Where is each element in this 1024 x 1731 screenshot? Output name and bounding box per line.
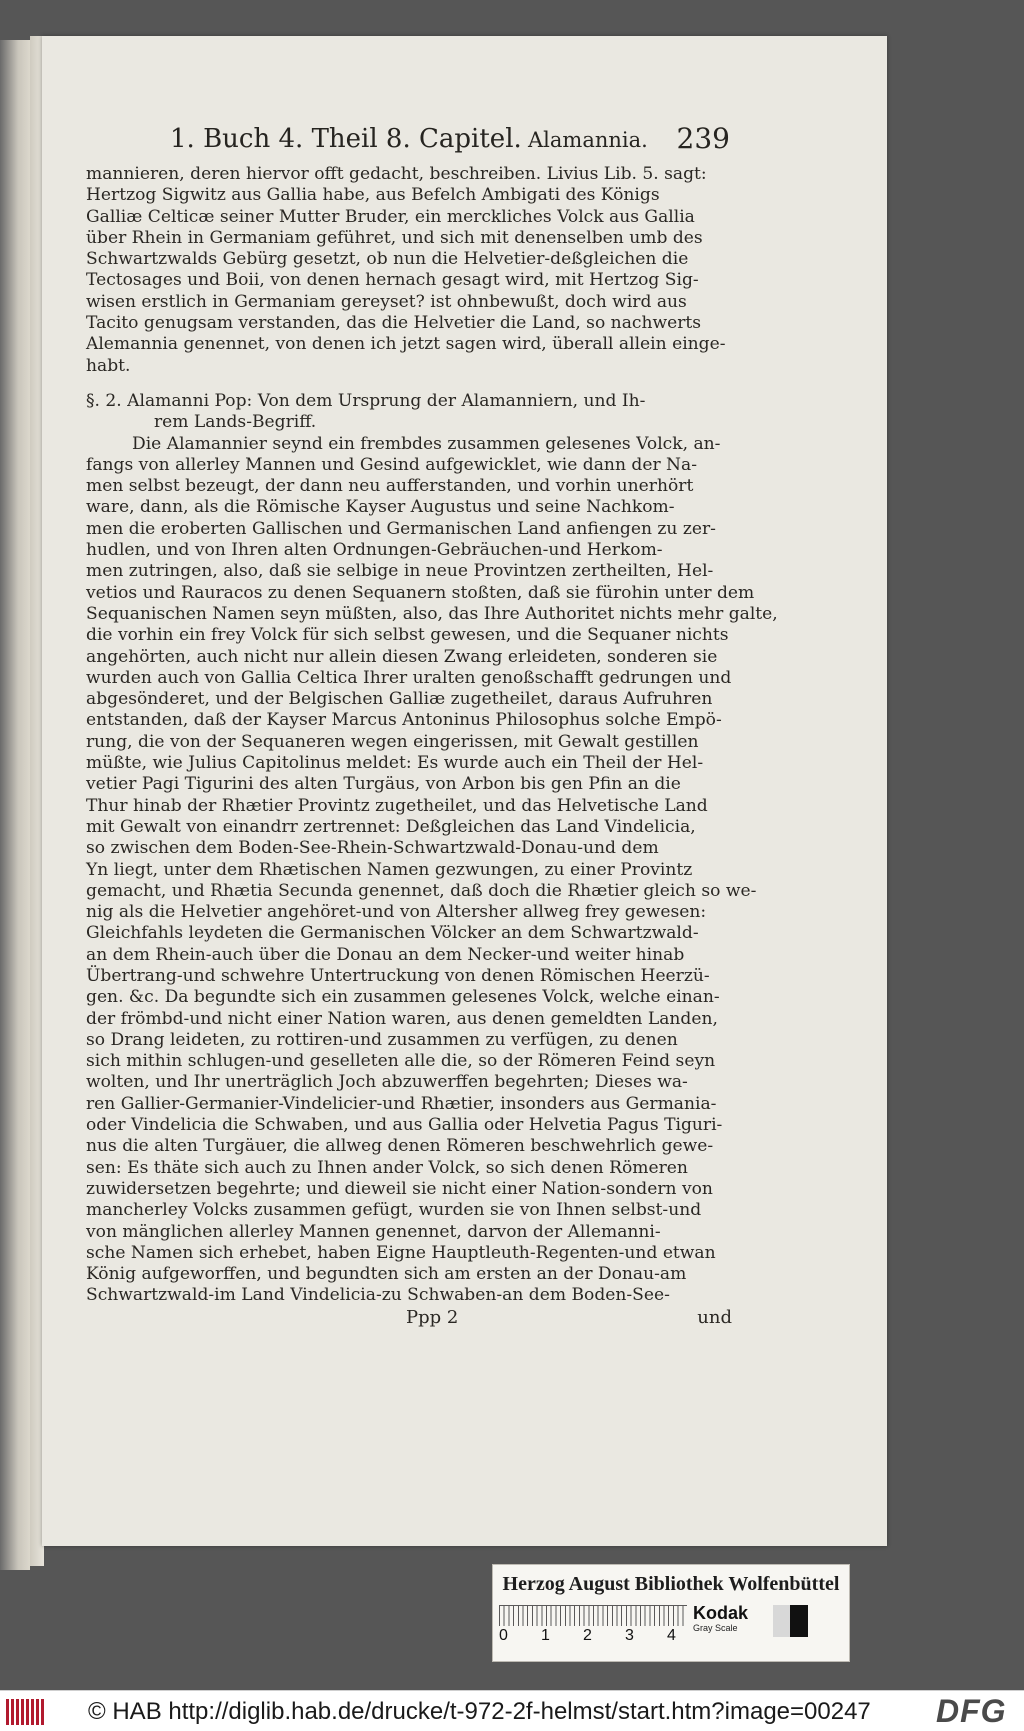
page-header xyxy=(170,120,730,160)
text-line: Hertzog Sigwitz aus Gallia habe, aus Befelch Ambigati des Königs xyxy=(86,185,660,206)
text-line: sche Namen sich erhebet, haben Eigne Hauptleuth-Regenten-und etwan xyxy=(86,1242,716,1263)
text-line: sen: Es thäte sich auch zu Ihnen ander Volck, so sich denen Römeren xyxy=(86,1157,688,1178)
text-line: wurden auch von Gallia Celtica Ihrer uralten genoßschafft gedrungen und xyxy=(86,667,732,688)
text-line: die vorhin ein frey Volck für sich selbst gewesen, und die Sequaner nichts xyxy=(86,625,729,646)
text-line: Thur hinab der Rhætier Provintz zugetheilet, und das Helvetische Land xyxy=(86,795,708,816)
signature-mark: Ppp 2 xyxy=(406,1306,459,1328)
text-line: mannieren, deren hiervor offt gedacht, beschreiben. Livius Lib. 5. sagt: xyxy=(86,164,707,184)
gray-patch-dark xyxy=(790,1605,808,1637)
text-line: Tectosages und Boii, von denen hernach gesagt wird, mit Hertzog Sig- xyxy=(86,270,699,291)
text-line: ware, dann, als die Römische Kayser Augustus und seine Nachkom- xyxy=(86,497,675,518)
barcode-icon xyxy=(6,1699,46,1725)
body-text xyxy=(86,164,778,1331)
text-line: sich mithin schlugen-und geselleten alle die, so der Römeren Feind seyn xyxy=(86,1051,716,1072)
kodak-logo: Kodak xyxy=(693,1603,749,1623)
text-line: wolten, und Ihr unerträglich Joch abzuwerffen begehrten; Dieses wa- xyxy=(86,1072,688,1093)
text-line: nus die alten Turgäuer, die allweg denen Römeren beschwehrlich gewe- xyxy=(86,1136,714,1157)
text-line: Tacito genugsam verstanden, das die Helvetier die Land, so nachwerts xyxy=(86,313,702,334)
text-line: Übertrang-und schwehre Untertruckung von denen Römischen Heerzü- xyxy=(86,965,710,986)
text-line: habt. xyxy=(86,355,131,376)
text-line: Schwartzwald-im Land Vindelicia-zu Schwaben-an dem Boden-See- xyxy=(86,1285,670,1306)
text-line: König aufgeworffen, und begundten sich am ersten an der Donau-am xyxy=(86,1264,687,1285)
text-line: abgesönderet, und der Belgischen Galliæ zugetheilet, daraus Aufruhren xyxy=(86,689,713,710)
text-line: an dem Rhein-auch über die Donau an dem Necker-und weiter hinab xyxy=(86,944,685,965)
text-line: men zutringen, also, daß sie selbige in neue Provintzen zertheilten, Hel- xyxy=(86,561,714,582)
text-line: nig als die Helvetier angehöret-und von Altersher allweg frey gewesen: xyxy=(86,902,707,923)
text-line: Die Alamannier seynd ein frembdes zusammen gelesenes Volck, an- xyxy=(132,433,721,454)
bottom-bar xyxy=(0,1690,1024,1731)
section-name: Alamannia. xyxy=(528,128,648,152)
text-line: men die eroberten Gallischen und Germanischen Land anfiengen zu zer- xyxy=(86,518,716,539)
color-card xyxy=(492,1564,850,1662)
text-line: Gleichfahls leydeten die Germanischen Völcker an dem Schwartzwald- xyxy=(86,923,699,944)
text-line: über Rhein in Germaniam geführet, und sich mit denenselben umb des xyxy=(86,227,703,248)
text-line: gen. &c. Da begundte sich ein zusammen gelesenes Volck, welche einan- xyxy=(86,987,720,1008)
left-page-edge xyxy=(0,40,30,1570)
running-head: 1. Buch 4. Theil 8. Capitel. xyxy=(170,124,522,154)
text-line: mit Gewalt von einandrr zertrennet: Deßgleichen das Land Vindelicia, xyxy=(86,816,696,837)
text-line: vetios und Rauracos zu denen Sequanern stoßten, daß sie fürohin unter dem xyxy=(86,582,755,603)
page-footer xyxy=(86,1307,732,1331)
ruler-number: 3 xyxy=(625,1627,634,1644)
catchword: und xyxy=(697,1306,732,1328)
text-line: so Drang leideten, zu rottiren-und zusammen zu verfügen, zu denen xyxy=(86,1029,678,1050)
text-line: müßte, wie Julius Capitolinus meldet: Es wurde auch ein Theil der Hel- xyxy=(86,753,704,774)
text-line: mancherley Volcks zusammen gefügt, wurden sie von Ihnen selbst-und xyxy=(86,1200,702,1221)
text-line: ren Gallier-Germanier-Vindelicier-und Rhætier, insonders aus Germania- xyxy=(86,1093,717,1114)
text-line: Alemannia genennet, von denen ich jetzt sagen wird, überall allein einge- xyxy=(86,334,726,355)
text-line: oder Vindelicia die Schwaben, und aus Gallia oder Helvetia Pagus Tiguri- xyxy=(86,1115,723,1136)
heading-line: §. 2. Alamanni Pop: Von dem Ursprung der Alamanniern, und Ih- xyxy=(86,390,646,411)
text-line: von mänglichen allerley Mannen genennet, darvon der Allemanni- xyxy=(86,1221,661,1242)
text-line: Schwartzwalds Gebürg gesetzt, ob nun die Helvetier-deßgleichen die xyxy=(86,249,689,270)
dfg-logo: DFG xyxy=(936,1693,1007,1729)
text-line: zuwidersetzen begehrte; und dieweil sie nicht einer Nation-sondern von xyxy=(86,1178,713,1199)
page-number: 239 xyxy=(676,122,730,155)
text-line: rung, die von der Sequaneren wegen eingerissen, mit Gewalt gestillen xyxy=(86,731,699,752)
gray-scale-label: Gray Scale xyxy=(693,1623,738,1633)
text-line: Sequanischen Namen seyn müßten, also, das Ihre Authoritet nichts mehr galte, xyxy=(86,603,778,624)
text-line: wisen erstlich in Germaniam gereyset? ist ohnbewußt, doch wird aus xyxy=(86,291,687,312)
paragraph-1 xyxy=(86,164,732,377)
paragraph-gap xyxy=(86,377,732,391)
source-url[interactable]: © HAB http://diglib.hab.de/drucke/t-972-2f-helmst/start.htm?image=00247 xyxy=(88,1698,871,1725)
text-line: Galliæ Celticæ seiner Mutter Bruder, ein merckliches Volck aus Gallia xyxy=(86,206,695,227)
text-line: vetier Pagi Tigurini des alten Turgäus, von Arbon bis gen Pfin an die xyxy=(86,774,681,795)
scale-ruler xyxy=(499,1605,687,1626)
text-line: men selbst bezeugt, der dann neu aufferstanden, und vorhin unerhört xyxy=(86,476,694,497)
text-line: so zwischen dem Boden-See-Rhein-Schwartzwald-Donau-und dem xyxy=(86,838,659,859)
ruler-number: 2 xyxy=(583,1627,592,1644)
text-line: der frömbd-und nicht einer Nation waren, aus denen gemeldten Landen, xyxy=(86,1008,718,1029)
gray-patch-light xyxy=(773,1605,790,1637)
text-line: fangs von allerley Mannen und Gesind aufgewicklet, wie dann der Na- xyxy=(86,454,697,475)
paragraph-2 xyxy=(86,433,778,1307)
text-line: hudlen, und von Ihren alten Ordnungen-Gebräuchen-und Herkom- xyxy=(86,540,663,561)
heading-line: rem Lands-Begriff. xyxy=(154,412,317,433)
ruler-number: 4 xyxy=(667,1627,676,1644)
text-line: gemacht, und Rhætia Secunda genennet, daß doch die Rhætier gleich so we- xyxy=(86,880,757,901)
ruler-number: 0 xyxy=(499,1627,508,1644)
card-title: Herzog August Bibliothek Wolfenbüttel xyxy=(502,1573,840,1595)
text-line: entstanden, daß der Kayser Marcus Antoninus Philosophus solche Empö- xyxy=(86,710,722,731)
section-heading xyxy=(86,391,732,434)
text-line: angehörten, auch nicht nur allein diesen Zwang erleideten, sonderen sie xyxy=(86,646,718,667)
text-line: Yn liegt, unter dem Rhætischen Namen gezwungen, zu einer Provintz xyxy=(86,859,693,880)
ruler-number: 1 xyxy=(541,1627,550,1644)
